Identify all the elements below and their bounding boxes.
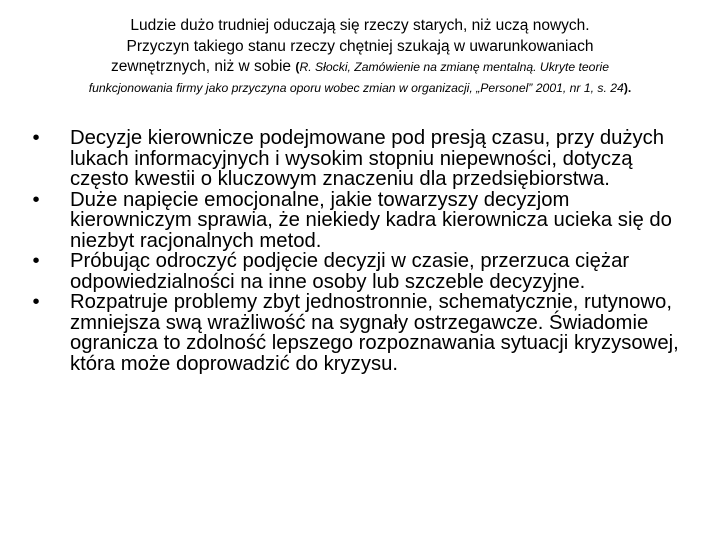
- bullet-icon: •: [32, 188, 40, 211]
- paren-open: (: [295, 60, 300, 74]
- bullet-list: [28, 128, 696, 374]
- bullet-item-1: [28, 128, 696, 190]
- quote-line-2: Przyczyn takiego stanu rzeczy chętniej szukają w uwarunkowaniach: [126, 37, 594, 55]
- quote-line-3: zewnętrznych, niż w sobie: [111, 58, 292, 75]
- header-quote: [30, 16, 690, 98]
- citation-part-1: R. Słocki, Zamówienie na zmianę mentalną. Ukryte teorie: [299, 60, 609, 74]
- bullet-item-3: [28, 251, 696, 292]
- quote-line-1: Ludzie dużo trudniej oduczają się rzeczy starych, niż uczą nowych.: [130, 17, 590, 34]
- paren-close: ).: [623, 80, 632, 95]
- bullet-text-2: Duże napięcie emocjonalne, jakie towarzyszy decyzjom kierowniczym sprawia, że niekiedy kadra kierownicza ucieka się do niezbyt racjonalnych metod.: [70, 188, 672, 252]
- bullet-icon: •: [32, 127, 40, 149]
- citation-part-2: funkcjonowania firmy jako przyczyna oporu wobec zmian w organizacji, „Personel” 2001, nr 1, s. 24: [88, 80, 624, 95]
- bullet-item-4: [28, 292, 696, 374]
- bullet-text-3: Próbując odroczyć podjęcie decyzji w czasie, przerzuca ciężar odpowiedzialności na inne osoby lub szczeble decyzyjne.: [70, 250, 630, 293]
- bullet-text-1: Decyzje kierownicze podejmowane pod presją czasu, przy dużych lukach informacyjnych i wysokim stopniu niepewności, dotyczą często kwestii o kluczowym znaczeniu dla przedsiębiorstwa.: [70, 127, 665, 190]
- bullet-item-2: [28, 190, 696, 252]
- bullet-icon: •: [32, 291, 40, 313]
- bullet-text-4: Rozpatruje problemy zbyt jednostronnie, schematycznie, rutynowo, zmniejsza swą wrażliwość na sygnały ostrzegawcze. Świadomie ogranicza to zdolność lepszego rozpoznawania sytuacji kryzysowej, która może doprowadzić do kryzysu.: [70, 291, 679, 375]
- bullet-icon: •: [32, 250, 40, 272]
